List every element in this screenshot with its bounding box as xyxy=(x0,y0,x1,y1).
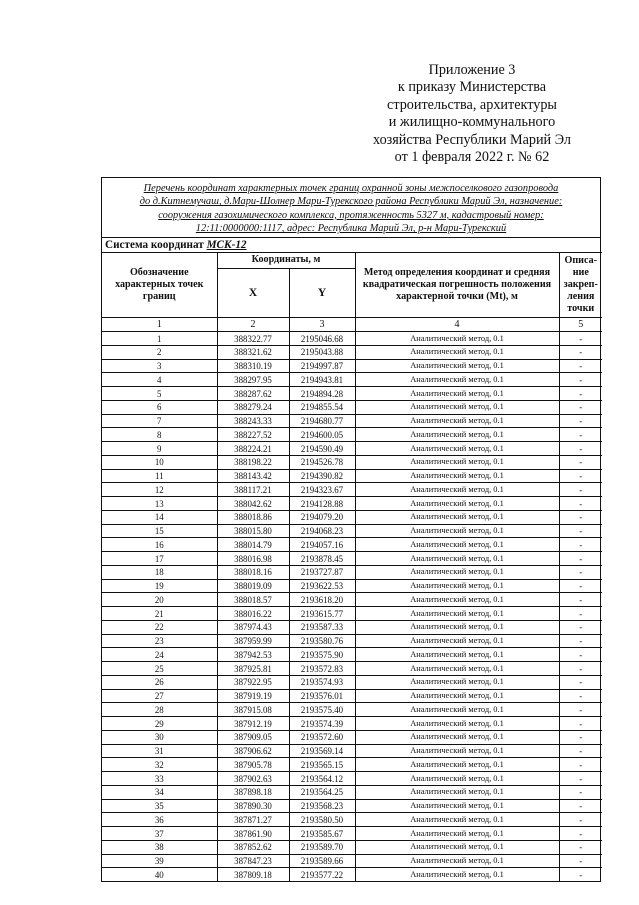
coordinate-system xyxy=(102,237,600,252)
description-cell: - xyxy=(559,538,602,552)
description-cell: - xyxy=(559,373,602,387)
table-row xyxy=(102,524,602,538)
col-header-coords: Координаты, м xyxy=(217,252,355,268)
point-number-cell: 11 xyxy=(102,469,217,483)
y-coord-cell: 2194997.87 xyxy=(289,359,355,373)
table-row xyxy=(102,607,602,621)
description-cell: - xyxy=(559,758,602,772)
table-row xyxy=(102,730,602,744)
point-number-cell: 22 xyxy=(102,620,217,634)
description-cell: - xyxy=(559,497,602,511)
y-coord-cell: 2193589.70 xyxy=(289,840,355,854)
y-coord-cell: 2193569.14 xyxy=(289,744,355,758)
y-coord-cell: 2193575.90 xyxy=(289,648,355,662)
x-coord-cell: 387915.08 xyxy=(217,703,289,717)
y-coord-cell: 2193564.12 xyxy=(289,772,355,786)
description-cell: - xyxy=(559,730,602,744)
method-cell: Аналитический метод, 0.1 xyxy=(355,359,559,373)
method-cell: Аналитический метод, 0.1 xyxy=(355,799,559,813)
point-number-cell: 29 xyxy=(102,717,217,731)
x-coord-cell: 387809.18 xyxy=(217,868,289,881)
x-coord-cell: 387890.30 xyxy=(217,799,289,813)
point-number-cell: 14 xyxy=(102,510,217,524)
description-cell: - xyxy=(559,827,602,841)
x-coord-cell: 387922.95 xyxy=(217,675,289,689)
x-coord-cell: 388018.16 xyxy=(217,565,289,579)
point-number-cell: 7 xyxy=(102,414,217,428)
table-row xyxy=(102,593,602,607)
col-header-y: Y xyxy=(289,268,355,317)
table-row xyxy=(102,400,602,414)
x-coord-cell: 387925.81 xyxy=(217,662,289,676)
document-title xyxy=(102,178,600,237)
description-cell: - xyxy=(559,414,602,428)
method-cell: Аналитический метод, 0.1 xyxy=(355,689,559,703)
y-coord-cell: 2193587.33 xyxy=(289,620,355,634)
point-number-cell: 25 xyxy=(102,662,217,676)
y-coord-cell: 2194855.54 xyxy=(289,400,355,414)
table-row xyxy=(102,552,602,566)
method-cell: Аналитический метод, 0.1 xyxy=(355,538,559,552)
y-coord-cell: 2194323.67 xyxy=(289,483,355,497)
table-row xyxy=(102,827,602,841)
header-line: и жилищно-коммунального xyxy=(388,114,556,131)
description-cell: - xyxy=(559,332,602,346)
y-coord-cell: 2194526.78 xyxy=(289,455,355,469)
y-coord-cell: 2193622.53 xyxy=(289,579,355,593)
col-number: 5 xyxy=(559,317,602,332)
x-coord-cell: 388297.95 xyxy=(217,373,289,387)
table-body xyxy=(102,332,602,882)
y-coord-cell: 2193615.77 xyxy=(289,607,355,621)
col-number: 2 xyxy=(217,317,289,332)
method-cell: Аналитический метод, 0.1 xyxy=(355,620,559,634)
y-coord-cell: 2195043.88 xyxy=(289,345,355,359)
x-coord-cell: 388279.24 xyxy=(217,400,289,414)
method-cell: Аналитический метод, 0.1 xyxy=(355,813,559,827)
x-coord-cell: 388018.57 xyxy=(217,593,289,607)
y-coord-cell: 2194943.81 xyxy=(289,373,355,387)
col-number: 3 xyxy=(289,317,355,332)
method-cell: Аналитический метод, 0.1 xyxy=(355,579,559,593)
header-line: к приказу Министерства xyxy=(397,79,547,96)
description-cell: - xyxy=(559,703,602,717)
method-cell: Аналитический метод, 0.1 xyxy=(355,510,559,524)
point-number-cell: 18 xyxy=(102,565,217,579)
title-line: 12:11:0000000:1117, адрес: Республика Марий Эл, р-н Мари-Турекский xyxy=(195,223,507,235)
point-number-cell: 24 xyxy=(102,648,217,662)
point-number-cell: 2 xyxy=(102,345,217,359)
table-row xyxy=(102,538,602,552)
point-number-cell: 9 xyxy=(102,442,217,456)
point-number-cell: 35 xyxy=(102,799,217,813)
x-coord-cell: 388224.21 xyxy=(217,442,289,456)
method-cell: Аналитический метод, 0.1 xyxy=(355,607,559,621)
table-row xyxy=(102,648,602,662)
method-cell: Аналитический метод, 0.1 xyxy=(355,373,559,387)
y-coord-cell: 2193727.87 xyxy=(289,565,355,579)
title-line: сооружения газохимического комплекса, протяженность 5327 м, кадастровый номер: xyxy=(158,209,544,221)
table-row xyxy=(102,387,602,401)
x-coord-cell: 387847.23 xyxy=(217,854,289,868)
y-coord-cell: 2193574.39 xyxy=(289,717,355,731)
table-row xyxy=(102,689,602,703)
header-line: строительства, архитектуры xyxy=(387,96,557,113)
description-cell: - xyxy=(559,662,602,676)
description-cell: - xyxy=(559,717,602,731)
description-cell: - xyxy=(559,785,602,799)
description-cell: - xyxy=(559,579,602,593)
y-coord-cell: 2194068.23 xyxy=(289,524,355,538)
method-cell: Аналитический метод, 0.1 xyxy=(355,703,559,717)
point-number-cell: 30 xyxy=(102,730,217,744)
header-line: Приложение 3 xyxy=(428,62,516,78)
table-row xyxy=(102,497,602,511)
y-coord-cell: 2195046.68 xyxy=(289,332,355,346)
table-row xyxy=(102,717,602,731)
y-coord-cell: 2193575.40 xyxy=(289,703,355,717)
table-row xyxy=(102,868,602,881)
x-coord-cell: 387871.27 xyxy=(217,813,289,827)
point-number-cell: 8 xyxy=(102,428,217,442)
point-number-cell: 16 xyxy=(102,538,217,552)
table-row xyxy=(102,510,602,524)
description-cell: - xyxy=(559,455,602,469)
table-row xyxy=(102,455,602,469)
y-coord-cell: 2194057.16 xyxy=(289,538,355,552)
table-row xyxy=(102,483,602,497)
point-number-cell: 12 xyxy=(102,483,217,497)
description-cell: - xyxy=(559,813,602,827)
x-coord-cell: 388019.09 xyxy=(217,579,289,593)
description-cell: - xyxy=(559,442,602,456)
method-cell: Аналитический метод, 0.1 xyxy=(355,469,559,483)
point-number-cell: 19 xyxy=(102,579,217,593)
table-row xyxy=(102,345,602,359)
method-cell: Аналитический метод, 0.1 xyxy=(355,785,559,799)
y-coord-cell: 2194128.88 xyxy=(289,497,355,511)
method-cell: Аналитический метод, 0.1 xyxy=(355,772,559,786)
table-row xyxy=(102,799,602,813)
method-cell: Аналитический метод, 0.1 xyxy=(355,717,559,731)
x-coord-cell: 388015.80 xyxy=(217,524,289,538)
x-coord-cell: 387861.90 xyxy=(217,827,289,841)
method-cell: Аналитический метод, 0.1 xyxy=(355,497,559,511)
y-coord-cell: 2193576.01 xyxy=(289,689,355,703)
table-row xyxy=(102,662,602,676)
x-coord-cell: 387974.43 xyxy=(217,620,289,634)
description-cell: - xyxy=(559,387,602,401)
description-cell: - xyxy=(559,854,602,868)
point-number-cell: 40 xyxy=(102,868,217,881)
description-cell: - xyxy=(559,552,602,566)
table-row xyxy=(102,634,602,648)
table-row xyxy=(102,854,602,868)
point-number-cell: 36 xyxy=(102,813,217,827)
point-number-cell: 20 xyxy=(102,593,217,607)
point-number-cell: 27 xyxy=(102,689,217,703)
y-coord-cell: 2193574.93 xyxy=(289,675,355,689)
col-header-description: Описа-ние закреп-ления точки xyxy=(559,252,602,317)
description-cell: - xyxy=(559,675,602,689)
table-row xyxy=(102,772,602,786)
description-cell: - xyxy=(559,620,602,634)
coordinate-system-label: Система координат xyxy=(105,238,204,251)
x-coord-cell: 387898.18 xyxy=(217,785,289,799)
table-row xyxy=(102,703,602,717)
point-number-cell: 26 xyxy=(102,675,217,689)
y-coord-cell: 2193580.76 xyxy=(289,634,355,648)
table-row xyxy=(102,579,602,593)
table-row xyxy=(102,620,602,634)
method-cell: Аналитический метод, 0.1 xyxy=(355,552,559,566)
method-cell: Аналитический метод, 0.1 xyxy=(355,662,559,676)
x-coord-cell: 387959.99 xyxy=(217,634,289,648)
table-row xyxy=(102,469,602,483)
x-coord-cell: 387906.62 xyxy=(217,744,289,758)
method-cell: Аналитический метод, 0.1 xyxy=(355,387,559,401)
description-cell: - xyxy=(559,648,602,662)
y-coord-cell: 2194079.20 xyxy=(289,510,355,524)
x-coord-cell: 388014.79 xyxy=(217,538,289,552)
col-header-method: Метод определения координат и средняя квадратическая погрешность положения характерной точки (Mt), м xyxy=(355,252,559,317)
table-row xyxy=(102,785,602,799)
x-coord-cell: 388227.52 xyxy=(217,428,289,442)
x-coord-cell: 388287.62 xyxy=(217,387,289,401)
y-coord-cell: 2194600.05 xyxy=(289,428,355,442)
method-cell: Аналитический метод, 0.1 xyxy=(355,524,559,538)
description-cell: - xyxy=(559,345,602,359)
description-cell: - xyxy=(559,840,602,854)
description-cell: - xyxy=(559,799,602,813)
y-coord-cell: 2193589.66 xyxy=(289,854,355,868)
y-coord-cell: 2193878.45 xyxy=(289,552,355,566)
table-row xyxy=(102,758,602,772)
x-coord-cell: 388243.33 xyxy=(217,414,289,428)
y-coord-cell: 2193585.67 xyxy=(289,827,355,841)
point-number-cell: 33 xyxy=(102,772,217,786)
method-cell: Аналитический метод, 0.1 xyxy=(355,634,559,648)
table-row xyxy=(102,840,602,854)
description-cell: - xyxy=(559,593,602,607)
method-cell: Аналитический метод, 0.1 xyxy=(355,827,559,841)
point-number-cell: 17 xyxy=(102,552,217,566)
description-cell: - xyxy=(559,868,602,881)
coordinates-table xyxy=(102,252,602,882)
col-header-point: Обозначение характерных точек границ xyxy=(102,252,217,317)
description-cell: - xyxy=(559,689,602,703)
description-cell: - xyxy=(559,607,602,621)
method-cell: Аналитический метод, 0.1 xyxy=(355,428,559,442)
point-number-cell: 1 xyxy=(102,332,217,346)
x-coord-cell: 387852.62 xyxy=(217,840,289,854)
table-row xyxy=(102,565,602,579)
title-line: до д.Китнемучаш, д.Мари-Шолнер Мари-Турекского района Республики Марий Эл, назначение: xyxy=(139,196,563,208)
method-cell: Аналитический метод, 0.1 xyxy=(355,483,559,497)
point-number-cell: 4 xyxy=(102,373,217,387)
description-cell: - xyxy=(559,772,602,786)
method-cell: Аналитический метод, 0.1 xyxy=(355,648,559,662)
title-line: Перечень координат характерных точек границ охранной зоны межпоселкового газопровода xyxy=(143,183,559,194)
point-number-cell: 5 xyxy=(102,387,217,401)
coordinate-system-code: МСК-12 xyxy=(206,238,247,251)
x-coord-cell: 387912.19 xyxy=(217,717,289,731)
method-cell: Аналитический метод, 0.1 xyxy=(355,730,559,744)
table-row xyxy=(102,442,602,456)
x-coord-cell: 388016.22 xyxy=(217,607,289,621)
method-cell: Аналитический метод, 0.1 xyxy=(355,332,559,346)
y-coord-cell: 2193580.50 xyxy=(289,813,355,827)
y-coord-cell: 2193572.60 xyxy=(289,730,355,744)
x-coord-cell: 388322.77 xyxy=(217,332,289,346)
point-number-cell: 28 xyxy=(102,703,217,717)
x-coord-cell: 387942.53 xyxy=(217,648,289,662)
description-cell: - xyxy=(559,634,602,648)
col-header-x: X xyxy=(217,268,289,317)
point-number-cell: 15 xyxy=(102,524,217,538)
point-number-cell: 39 xyxy=(102,854,217,868)
x-coord-cell: 387919.19 xyxy=(217,689,289,703)
point-number-cell: 6 xyxy=(102,400,217,414)
description-cell: - xyxy=(559,510,602,524)
method-cell: Аналитический метод, 0.1 xyxy=(355,414,559,428)
x-coord-cell: 387909.05 xyxy=(217,730,289,744)
x-coord-cell: 388310.19 xyxy=(217,359,289,373)
method-cell: Аналитический метод, 0.1 xyxy=(355,758,559,772)
point-number-cell: 32 xyxy=(102,758,217,772)
method-cell: Аналитический метод, 0.1 xyxy=(355,744,559,758)
y-coord-cell: 2194390.82 xyxy=(289,469,355,483)
y-coord-cell: 2193577.22 xyxy=(289,868,355,881)
header-line: от 1 февраля 2022 г. № 62 xyxy=(394,149,550,166)
x-coord-cell: 387902.63 xyxy=(217,772,289,786)
coordinates-document xyxy=(101,177,601,882)
table-row xyxy=(102,332,602,346)
table-row xyxy=(102,428,602,442)
col-number: 4 xyxy=(355,317,559,332)
method-cell: Аналитический метод, 0.1 xyxy=(355,840,559,854)
y-coord-cell: 2194894.28 xyxy=(289,387,355,401)
appendix-header xyxy=(352,62,592,166)
description-cell: - xyxy=(559,744,602,758)
method-cell: Аналитический метод, 0.1 xyxy=(355,345,559,359)
description-cell: - xyxy=(559,428,602,442)
header-line: хозяйства Республики Марий Эл xyxy=(373,131,571,148)
description-cell: - xyxy=(559,483,602,497)
description-cell: - xyxy=(559,359,602,373)
y-coord-cell: 2193572.83 xyxy=(289,662,355,676)
y-coord-cell: 2194680.77 xyxy=(289,414,355,428)
y-coord-cell: 2194590.49 xyxy=(289,442,355,456)
x-coord-cell: 388016.98 xyxy=(217,552,289,566)
description-cell: - xyxy=(559,524,602,538)
description-cell: - xyxy=(559,469,602,483)
x-coord-cell: 388042.62 xyxy=(217,497,289,511)
x-coord-cell: 388198.22 xyxy=(217,455,289,469)
x-coord-cell: 388018.86 xyxy=(217,510,289,524)
col-number: 1 xyxy=(102,317,217,332)
table-row xyxy=(102,675,602,689)
method-cell: Аналитический метод, 0.1 xyxy=(355,675,559,689)
table-row xyxy=(102,373,602,387)
table-row xyxy=(102,813,602,827)
point-number-cell: 3 xyxy=(102,359,217,373)
point-number-cell: 34 xyxy=(102,785,217,799)
table-row xyxy=(102,414,602,428)
x-coord-cell: 388143.42 xyxy=(217,469,289,483)
table-row xyxy=(102,744,602,758)
point-number-cell: 38 xyxy=(102,840,217,854)
y-coord-cell: 2193618.20 xyxy=(289,593,355,607)
y-coord-cell: 2193565.15 xyxy=(289,758,355,772)
y-coord-cell: 2193568.23 xyxy=(289,799,355,813)
point-number-cell: 31 xyxy=(102,744,217,758)
point-number-cell: 13 xyxy=(102,497,217,511)
method-cell: Аналитический метод, 0.1 xyxy=(355,868,559,881)
description-cell: - xyxy=(559,400,602,414)
x-coord-cell: 387905.78 xyxy=(217,758,289,772)
point-number-cell: 37 xyxy=(102,827,217,841)
method-cell: Аналитический метод, 0.1 xyxy=(355,593,559,607)
method-cell: Аналитический метод, 0.1 xyxy=(355,854,559,868)
method-cell: Аналитический метод, 0.1 xyxy=(355,400,559,414)
x-coord-cell: 388321.62 xyxy=(217,345,289,359)
point-number-cell: 21 xyxy=(102,607,217,621)
point-number-cell: 23 xyxy=(102,634,217,648)
description-cell: - xyxy=(559,565,602,579)
table-row xyxy=(102,359,602,373)
method-cell: Аналитический метод, 0.1 xyxy=(355,565,559,579)
x-coord-cell: 388117.21 xyxy=(217,483,289,497)
y-coord-cell: 2193564.25 xyxy=(289,785,355,799)
method-cell: Аналитический метод, 0.1 xyxy=(355,455,559,469)
point-number-cell: 10 xyxy=(102,455,217,469)
method-cell: Аналитический метод, 0.1 xyxy=(355,442,559,456)
